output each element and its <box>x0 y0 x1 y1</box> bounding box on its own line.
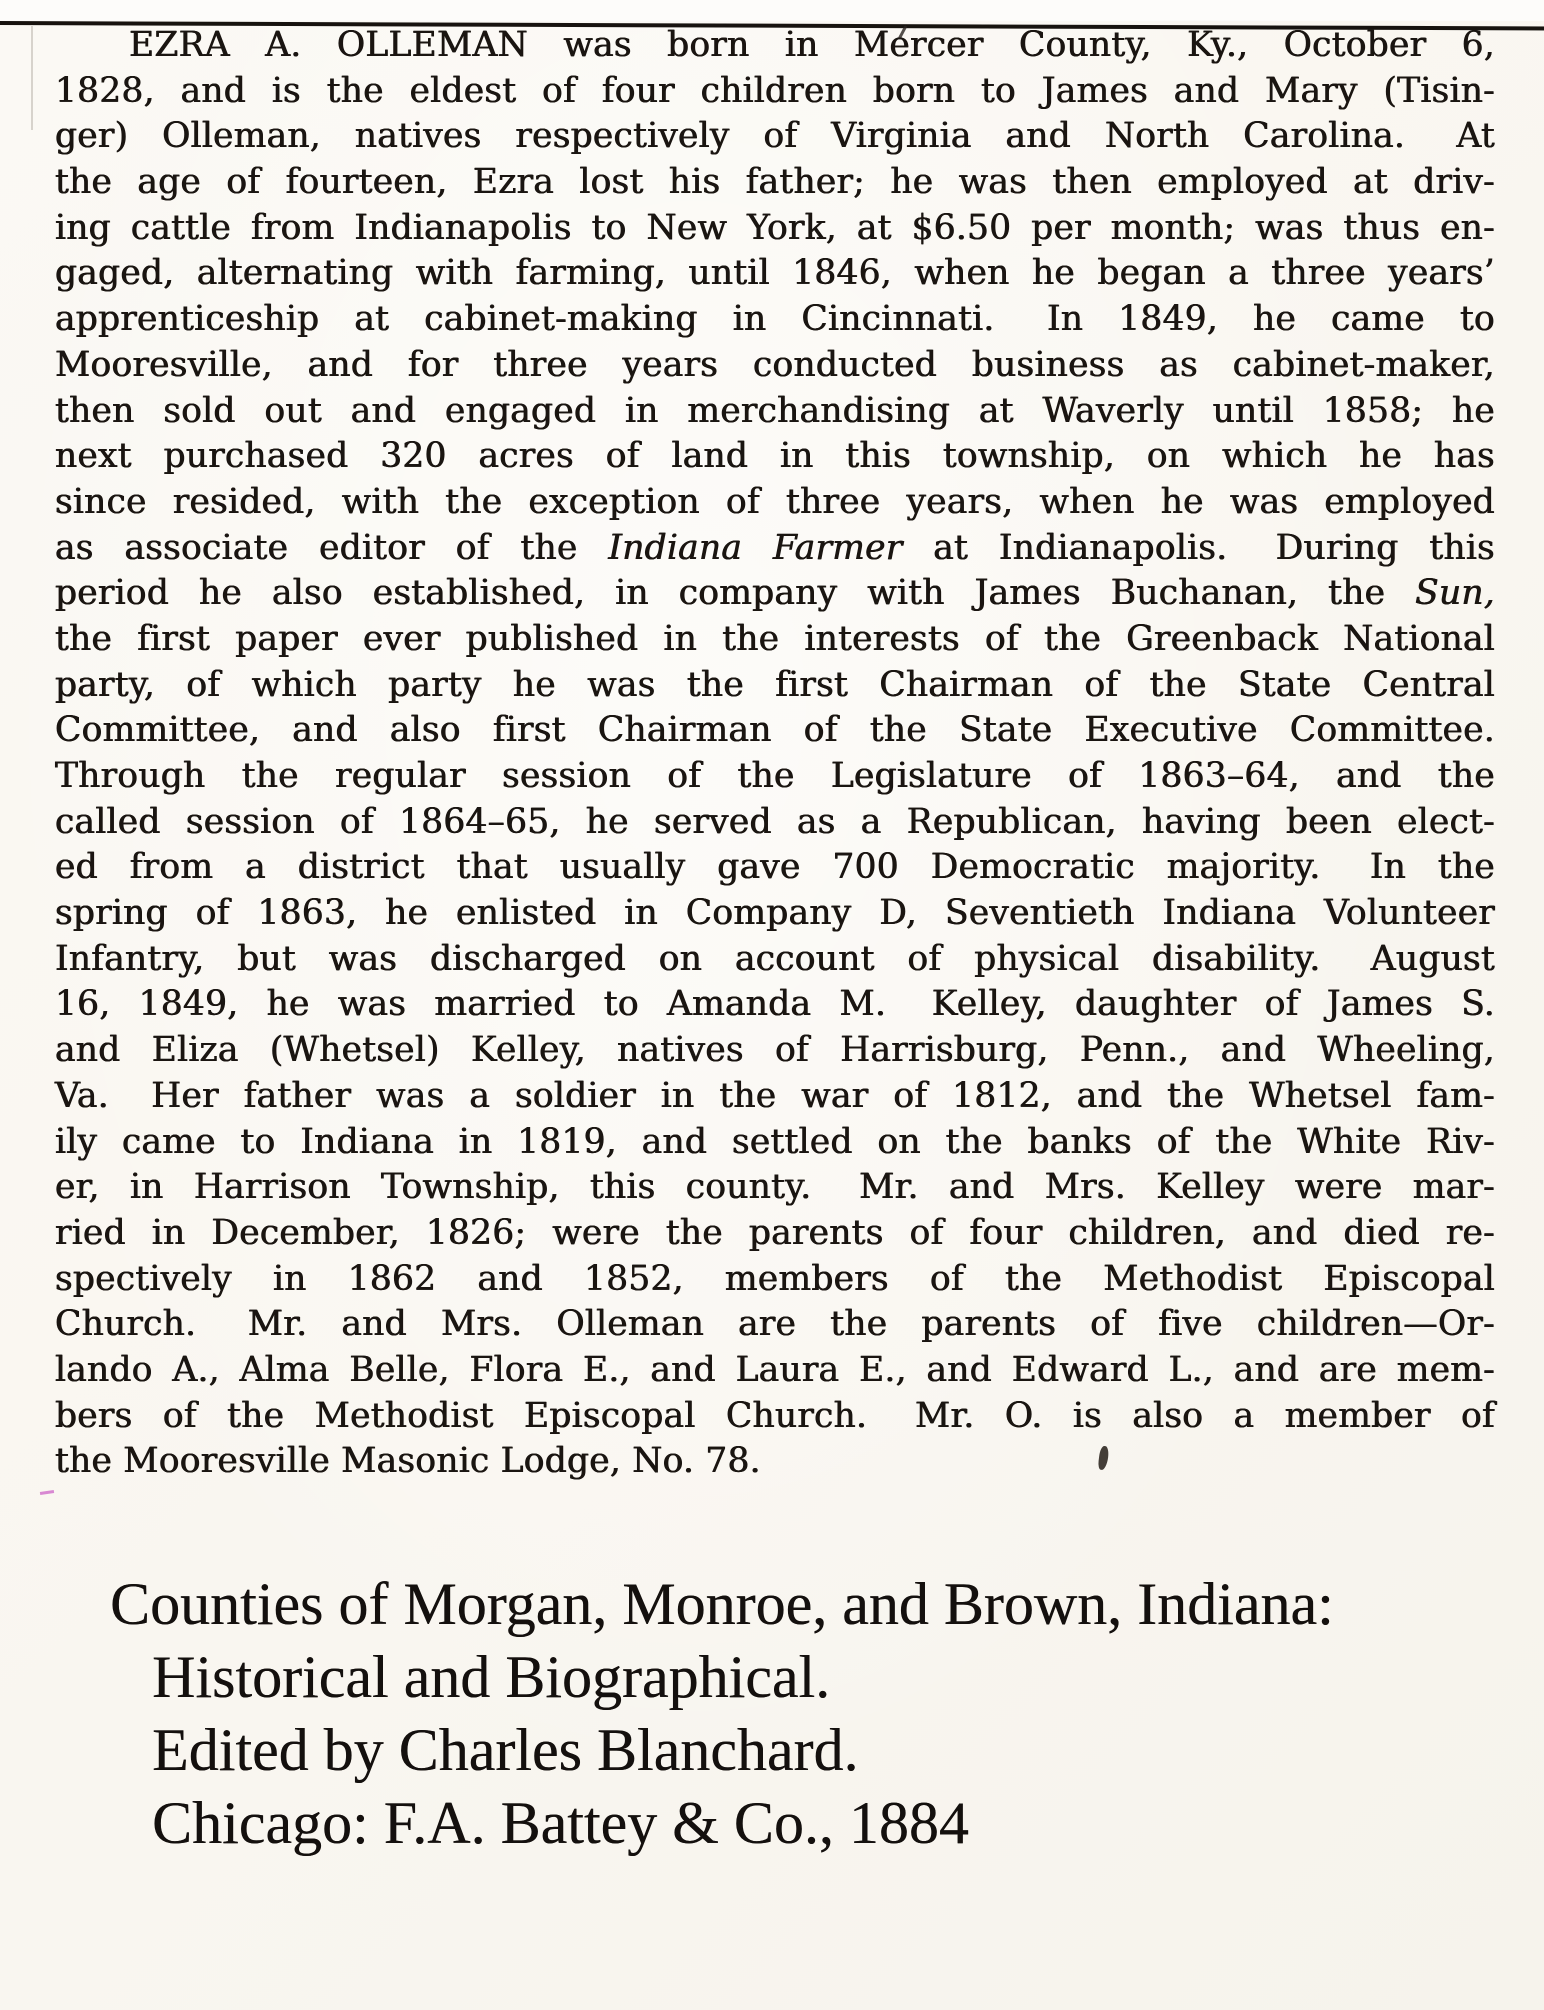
text-line <box>55 1165 1495 1211</box>
text-segment: Committee, and also first Chairman of the State Executive Committee. <box>55 710 1495 751</box>
citation-line-publisher: Chicago: F.A. Battey & Co., 1884 <box>152 1790 969 1856</box>
text-line <box>55 571 1495 617</box>
text-line <box>55 160 1495 206</box>
text-segment: as associate editor of the <box>55 527 609 568</box>
text-line <box>55 1394 1495 1440</box>
text-line <box>55 1302 1495 1348</box>
text-segment: gaged, alternating with farming, until 1846, when he began a three years’ <box>55 253 1495 294</box>
text-segment: and Eliza (Whetsel) Kelley, natives of Harrisburg, Penn., and Wheeling, <box>55 1030 1495 1071</box>
text-segment: ily came to Indiana in 1819, and settled on the banks of the White Riv- <box>55 1121 1495 1162</box>
scan-speck <box>40 1490 54 1495</box>
text-segment: ing cattle from Indianapolis to New York, at $6.50 per month; was thus en- <box>55 207 1495 248</box>
text-segment: spectively in 1862 and 1852, members of the Methodist Episcopal <box>55 1258 1495 1299</box>
text-line <box>55 617 1495 663</box>
text-line <box>55 23 1495 69</box>
text-segment: Va. Her father was a soldier in the war of 1812, and the Whetsel fam- <box>55 1075 1495 1116</box>
text-line <box>55 891 1495 937</box>
citation-line-editor: Edited by Charles Blanchard. <box>152 1717 859 1783</box>
text-line <box>55 1348 1495 1394</box>
text-segment: Through the regular session of the Legislature of 1863–64, and the <box>55 756 1495 796</box>
text-line <box>55 1211 1495 1257</box>
italic-text-segment: Sun, <box>1415 573 1495 614</box>
text-line <box>55 1120 1495 1166</box>
citation-line-title: Counties of Morgan, Monroe, and Brown, Indiana: <box>110 1571 1334 1637</box>
citation-line-subtitle: Historical and Biographical. <box>152 1644 831 1710</box>
text-line <box>55 389 1495 435</box>
text-line <box>55 297 1495 343</box>
text-line <box>55 1257 1495 1303</box>
citation-block <box>110 1568 1530 1860</box>
scan-left-edge-artifact <box>31 26 33 130</box>
text-segment: the first paper ever published in the interests of the Greenback National <box>55 618 1495 659</box>
text-line <box>55 1439 1495 1485</box>
text-line <box>55 251 1495 297</box>
text-segment: next purchased 320 acres of land in this township, on which he has <box>55 436 1495 477</box>
text-segment: ried in December, 1826; were the parents of four children, and died re- <box>55 1212 1495 1253</box>
text-line <box>55 708 1495 754</box>
text-line <box>55 800 1495 846</box>
text-line <box>55 1074 1495 1120</box>
text-segment: then sold out and engaged in merchandising at Waverly until 1858; he <box>55 390 1495 431</box>
text-line <box>55 1028 1495 1074</box>
text-segment: the age of fourteen, Ezra lost his father; he was then employed at driv- <box>55 162 1495 203</box>
text-segment: since resided, with the exception of three years, when he was employed <box>55 481 1495 522</box>
text-line <box>55 937 1495 983</box>
text-line <box>55 114 1495 160</box>
text-segment: party, of which party he was the first Chairman of the State Central <box>55 664 1495 705</box>
text-segment: bers of the Methodist Episcopal Church. Mr. O. is also a member of <box>55 1395 1495 1436</box>
text-line <box>55 982 1495 1028</box>
text-line <box>55 434 1495 480</box>
text-segment: 16, 1849, he was married to Amanda M. Kelley, daughter of James S. <box>55 984 1495 1025</box>
text-segment: ed from a district that usually gave 700 Democratic majority. In the <box>55 847 1495 888</box>
text-segment: spring of 1863, he enlisted in Company D, Seventieth Indiana Volunteer <box>55 893 1495 934</box>
text-segment: EZRA A. OLLEMAN was born in Mercer County, Ky., October 6, <box>129 25 1495 65</box>
text-segment: apprenticeship at cabinet-making in Cincinnati. In 1849, he came to <box>55 299 1495 340</box>
text-line <box>55 206 1495 252</box>
text-segment: lando A., Alma Belle, Flora E., and Laura E., and Edward L., and are mem- <box>55 1349 1495 1390</box>
italic-text-segment: Indiana Farmer <box>608 527 903 568</box>
scan-top-strip <box>0 0 1544 21</box>
text-segment: called session of 1864–65, he served as a Republican, having been elect- <box>55 801 1495 842</box>
text-line <box>55 754 1495 800</box>
text-segment: 1828, and is the eldest of four children born to James and Mary (Tisin- <box>55 70 1495 111</box>
text-segment: period he also established, in company with James Buchanan, the <box>55 573 1416 614</box>
text-segment: the Mooresville Masonic Lodge, No. 78. <box>55 1441 761 1482</box>
text-line <box>55 526 1495 572</box>
text-line <box>55 480 1495 526</box>
text-line <box>55 343 1495 389</box>
text-line <box>55 663 1495 709</box>
text-segment: Church. Mr. and Mrs. Olleman are the parents of five children—Or- <box>55 1304 1495 1345</box>
text-line <box>55 69 1495 115</box>
text-segment: er, in Harrison Township, this county. Mr. and Mrs. Kelley were mar- <box>55 1167 1495 1208</box>
text-segment: Mooresville, and for three years conducted business as cabinet-maker, <box>55 344 1495 385</box>
text-segment: at Indianapolis. During this <box>902 527 1495 568</box>
text-segment: Infantry, but was discharged on account of physical disability. August <box>55 938 1495 979</box>
text-segment: ger) Olleman, natives respectively of Virginia and North Carolina. At <box>55 116 1495 157</box>
text-line <box>55 845 1495 891</box>
article-text <box>55 23 1495 1485</box>
